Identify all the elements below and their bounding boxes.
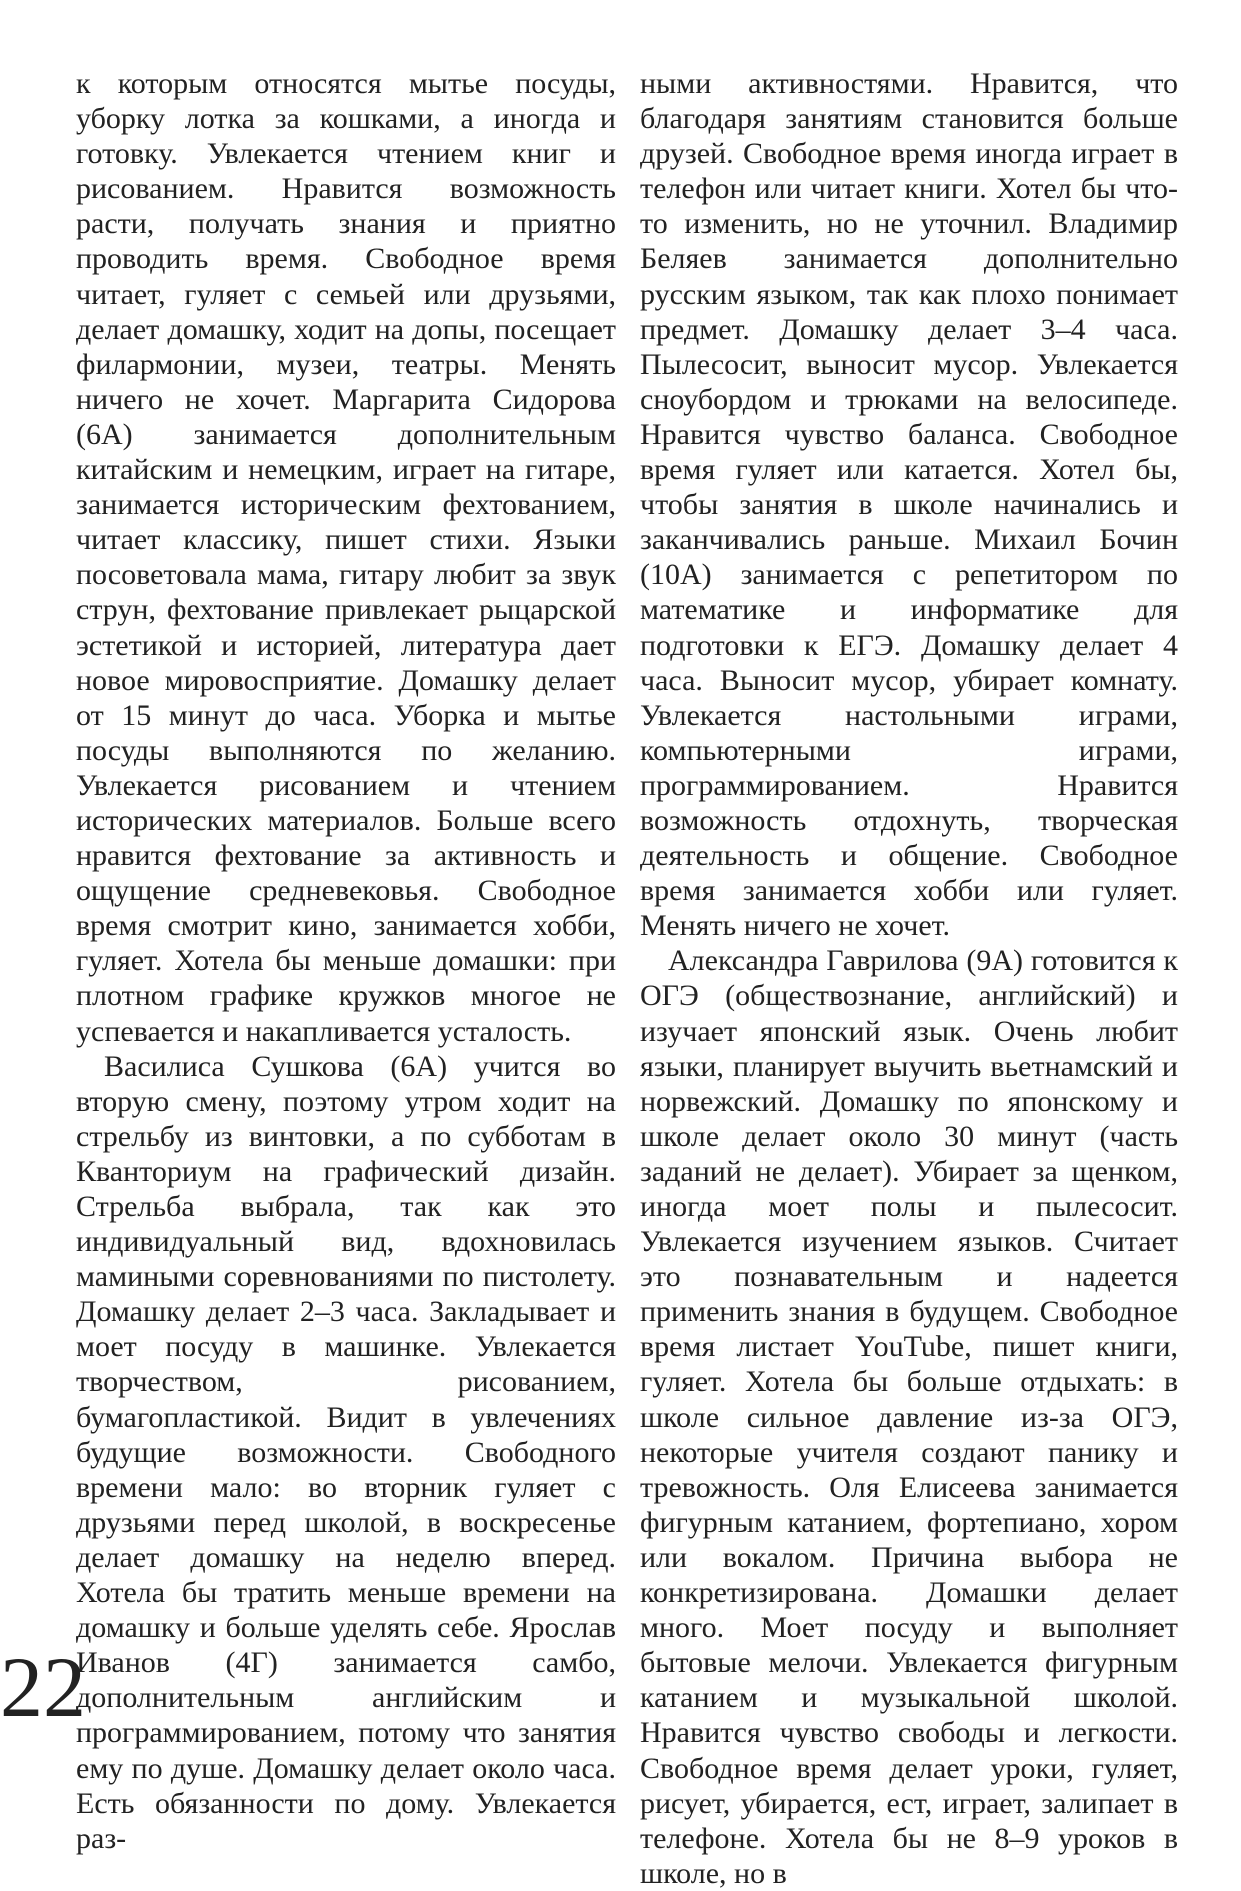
left-column: [76, 66, 616, 1856]
left-paragraph-1: к которым относятся мытье посуды, уборку лотка за кошками, а иногда и готовку. Увлекается чтением книг и рисованием. Нравится возможность расти, получать знания и приятно проводить время. Свободное время читает, гуляет с семьей или друзьями, делает домашку, ходит на допы, посещает филармонии, музеи, театры. Менять ничего не хочет. Маргарита Сидорова (6А) занимается дополнительным китайским и немецким, играет на гитаре, занимается историческим фехтованием, читает классику, пишет стихи. Языки посоветовала мама, гитару любит за звук струн, фехтование привлекает рыцарской эстетикой и историей, литература дает новое мировосприятие. Домашку делает от 15 минут до часа. Уборка и мытье посуды выполняются по желанию. Увлекается рисованием и чтением исторических материалов. Больше всего нравится фехтование за активность и ощущение средневековья. Свободное время смотрит кино, занимается хобби, гуляет. Хотела бы меньше домашки: при плотном графике кружков многое не успевается и накапливается усталость.: [76, 67, 616, 1048]
right-paragraph-2: Александра Гаврилова (9А) готовится к ОГЭ (обществознание, английский) и изучает японский язык. Очень любит языки, планирует выучить вьетнамский и норвежский. Домашку по японскому и школе делает около 30 минут (часть заданий не делает). Убирает за щенком, иногда моет полы и пылесосит. Увлекается изучением языков. Считает это познавательным и надеется применить знания в будущем. Свободное время листает YouTube, пишет книги, гуляет. Хотела бы больше отдыхать: в школе сильное давление из-за ОГЭ, некоторые учителя создают панику и тревожность. Оля Елисеева занимается фигурным катанием, фортепиано, хором или вокалом. Причина выбора не конкретизирована. Домашки делает много. Моет посуду и выполняет бытовые мелочи. Увлекается фигурным катанием и музыкальной школой. Нравится чувство свободы и легкости. Свободное время делает уроки, гуляет, рисует, убирается, ест, играет, залипает в телефоне. Хотела бы не 8–9 уроков в школе, но в: [640, 944, 1178, 1890]
left-paragraph-2: Василиса Сушкова (6А) учится во вторую смену, поэтому утром ходит на стрельбу из винтовки, а по субботам в Кванториум на графический дизайн. Стрельба выбрала, так как это индивидуальный вид, вдохновилась мамиными соревнованиями по пистолету. Домашку делает 2–3 часа. Закладывает и моет посуду в машинке. Увлекается творчеством, рисованием, бумагопластикой. Видит в увлечениях будущие возможности. Свободного времени мало: во вторник гуляет с друзьями перед школой, в воскресенье делает домашку на неделю вперед. Хотела бы тратить меньше времени на домашку и больше уделять себе. Ярослав Иванов (4Г) занимается самбо, дополнительным английским и программированием, потому что занятия ему по душе. Домашку делает около часа. Есть обязанности по дому. Увлекается раз-: [76, 1049, 616, 1855]
right-paragraph-1: ными активностями. Нравится, что благодаря занятиям становится больше друзей. Свободное время иногда играет в телефон или читает книги. Хотел бы что-то изменить, но не уточнил. Владимир Беляев занимается дополнительно русским языком, так как плохо понимает предмет. Домашку делает 3–4 часа. Пылесосит, выносит мусор. Увлекается сноубордом и трюками на велосипеде. Нравится чувство баланса. Свободное время гуляет или катается. Хотел бы, чтобы занятия в школе начинались и заканчивались раньше. Михаил Бочин (10А) занимается с репетитором по математике и информатике для подготовки к ЕГЭ. Домашку делает 4 часа. Выносит мусор, убирает комнату. Увлекается настольными играми, компьютерными играми, программированием. Нравится возможность отдохнуть, творческая деятельность и общение. Свободное время занимается хобби или гуляет. Менять ничего не хочет.: [640, 67, 1178, 943]
page-number: 22: [0, 1639, 86, 1735]
right-column: [640, 66, 1178, 1891]
